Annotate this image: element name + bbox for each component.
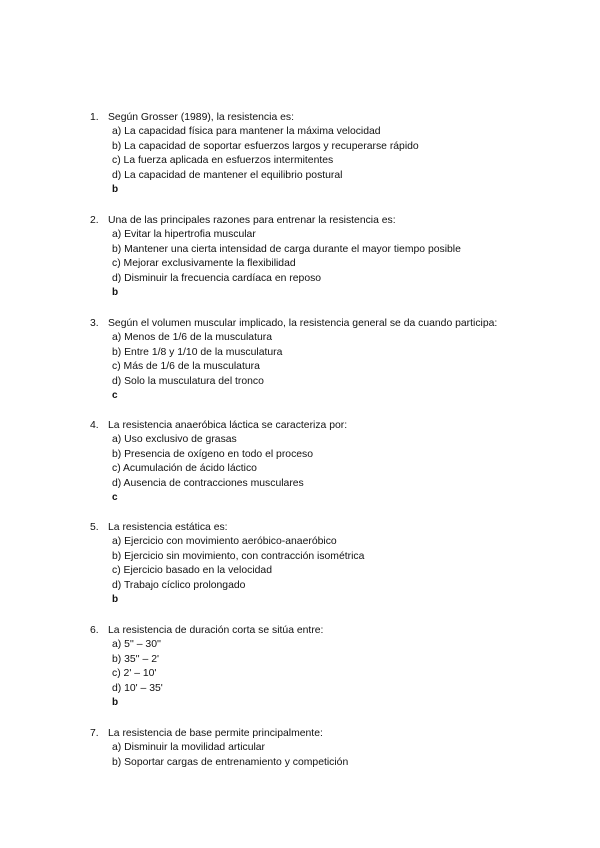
answer-key: b — [112, 184, 119, 196]
answer-key: b — [112, 697, 119, 709]
option-d: d) La capacidad de mantener el equilibrio postural — [112, 169, 343, 181]
option-a: a) Evitar la hipertrofia muscular — [112, 229, 256, 240]
option-c: c) Mejorar exclusivamente la flexibilidad — [112, 258, 296, 270]
option-b: b) La capacidad de soportar esfuerzos largos y recuperarse rápido — [112, 140, 419, 152]
question-text: Según Grosser (1989), la resistencia es: — [108, 112, 294, 123]
question-number: 6. — [90, 625, 99, 636]
question-number: 2. — [90, 215, 99, 226]
option-b: b) Soportar cargas de entrenamiento y competición — [112, 756, 349, 768]
answer-key: b — [112, 594, 119, 606]
question-3 — [0, 316, 600, 404]
option-b: b) Entre 1/8 y 1/10 de la musculatura — [112, 346, 283, 358]
option-c: c) 2' – 10' — [112, 668, 157, 680]
question-text: La resistencia anaeróbica láctica se caracteriza por: — [108, 420, 348, 431]
question-1 — [0, 110, 600, 198]
option-c: c) Más de 1/6 de la musculatura — [112, 361, 260, 373]
question-text: La resistencia de base permite principalmente: — [108, 728, 323, 739]
option-c: c) Ejercicio basado en la velocidad — [112, 565, 272, 577]
option-b: b) Ejercicio sin movimiento, con contracción isométrica — [112, 550, 365, 562]
answer-key: c — [112, 492, 118, 504]
option-d: d) Trabajo cíclico prolongado — [112, 579, 246, 591]
option-a: a) Uso exclusivo de grasas — [112, 434, 237, 445]
option-a: a) 5'' – 30'' — [112, 639, 161, 650]
option-a: a) Menos de 1/6 de la musculatura — [112, 332, 272, 343]
question-text: Una de las principales razones para entrenar la resistencia es: — [108, 215, 396, 226]
option-d: d) Solo la musculatura del tronco — [112, 375, 264, 387]
question-4 — [0, 418, 600, 506]
question-number: 4. — [90, 420, 99, 431]
question-6 — [0, 623, 600, 711]
option-c: c) Acumulación de ácido láctico — [112, 463, 257, 475]
option-a: a) Ejercicio con movimiento aeróbico-anaeróbico — [112, 536, 337, 547]
question-7 — [0, 726, 600, 770]
question-text: Según el volumen muscular implicado, la resistencia general se da cuando participa: — [108, 318, 498, 329]
option-c: c) La fuerza aplicada en esfuerzos intermitentes — [112, 155, 334, 167]
question-2 — [0, 213, 600, 301]
option-a: a) Disminuir la movilidad articular — [112, 742, 266, 753]
option-d: d) Ausencia de contracciones musculares — [112, 477, 304, 489]
question-number: 7. — [90, 728, 99, 739]
question-text: La resistencia estática es: — [108, 522, 228, 533]
option-b: b) Mantener una cierta intensidad de carga durante el mayor tiempo posible — [112, 243, 461, 255]
question-number: 5. — [90, 522, 99, 533]
answer-key: c — [112, 390, 118, 402]
question-5 — [0, 520, 600, 608]
option-b: b) 35'' – 2' — [112, 653, 159, 665]
option-a: a) La capacidad física para mantener la máxima velocidad — [112, 126, 381, 137]
option-d: d) Disminuir la frecuencia cardíaca en reposo — [112, 272, 322, 284]
option-b: b) Presencia de oxígeno en todo el proceso — [112, 448, 314, 460]
option-d: d) 10' – 35' — [112, 682, 163, 694]
question-number: 3. — [90, 318, 99, 329]
question-number: 1. — [90, 112, 99, 123]
answer-key: b — [112, 287, 119, 299]
question-text: La resistencia de duración corta se sitúa entre: — [108, 625, 324, 636]
